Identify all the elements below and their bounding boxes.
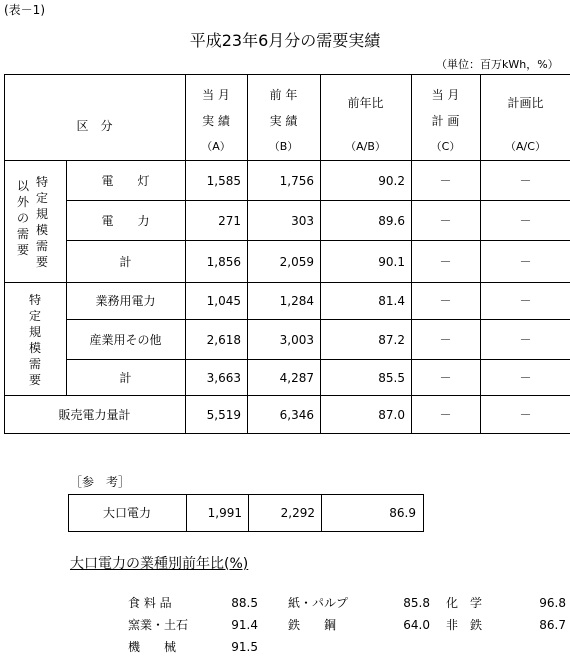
reference-ab: 86.9 <box>389 506 416 520</box>
header-c-line2: 計 画 <box>431 114 460 128</box>
row-sep <box>66 200 570 201</box>
header-a-line3: （A） <box>201 140 231 153</box>
industry-name: 紙・パルプ <box>288 596 349 610</box>
industry-value: 91.4 <box>231 618 258 632</box>
industry-name: 化 学 <box>446 596 483 610</box>
row-sep <box>4 395 570 396</box>
row-sep <box>66 319 570 320</box>
header-c-line3: （C） <box>430 140 461 153</box>
industry-value: 85.8 <box>403 596 430 610</box>
row-sep <box>66 240 570 241</box>
group1-label-outer: 以 外 の 需 要 <box>16 179 29 257</box>
header-ac-line1: 計画比 <box>507 96 544 110</box>
page-title: 平成23年6月分の需要実績 <box>189 31 381 50</box>
header-a-line2: 実 績 <box>202 114 230 128</box>
row-sep <box>66 359 570 360</box>
industry-name: 窯業・土石 <box>128 618 189 632</box>
header-ac-line2: （A/C） <box>505 140 546 153</box>
industry-name: 非 鉄 <box>446 618 483 632</box>
industry-value: 86.7 <box>539 618 566 632</box>
group2-label: 特 定 規 模 需 要 <box>28 293 41 387</box>
industry-value: 96.8 <box>539 596 566 610</box>
table-label: (表－1) <box>4 3 45 17</box>
row-sep <box>4 160 570 161</box>
reference-table <box>68 494 424 532</box>
header-b-line3: （B） <box>268 140 299 153</box>
row-sep <box>4 282 570 283</box>
industry-title: 大口電力の業種別前年比(%) <box>70 556 249 572</box>
header-ab-line2: （A/B） <box>345 140 386 153</box>
header-b-line1: 前 年 <box>269 88 298 102</box>
reference-b: 2,292 <box>280 506 315 520</box>
industry-value: 64.0 <box>403 618 430 632</box>
unit-label: （単位：百万kWh，%） <box>436 58 559 71</box>
reference-a: 1,991 <box>207 506 242 520</box>
reference-label: ［参 考］ <box>70 475 131 489</box>
demand-table: 区 分 当 月 実 績 （A） 前 年 実 績 （B） 前年比 （A/B） 当 月 計 画 （C） 計画比 （A/C） 以 外 の 需 要 特 定 規 模 需 要 電 灯 1,585 1,756 90.2 － － 電 力 271 303 89.6 － － 計 1,856 2,059 90.1 － － 特 定 規 模 需 要 業務用電力 1,045 1,284 81.4 － － 産業用その他 2,618 3,003 87.2 － － 計 3,663 4,287 85.5 － － 販売電力量計 5,519 6,346 87.0 － － <box>4 74 570 434</box>
group1-label-inner: 特 定 規 模 需 要 <box>35 175 48 269</box>
reference-name: 大口電力 <box>102 506 151 520</box>
header-kubun: 区 分 <box>76 119 113 133</box>
industry-value: 91.5 <box>231 640 258 654</box>
industry-name: 鉄 鋼 <box>288 618 337 632</box>
industry-value: 88.5 <box>231 596 258 610</box>
header-a-line1: 当 月 <box>202 88 230 102</box>
header-ab-line1: 前年比 <box>347 96 384 110</box>
header-b-line2: 実 績 <box>269 114 298 128</box>
header-c-line1: 当 月 <box>431 88 460 102</box>
industry-name: 食 料 品 <box>128 596 172 610</box>
industry-name: 機 械 <box>128 640 177 654</box>
